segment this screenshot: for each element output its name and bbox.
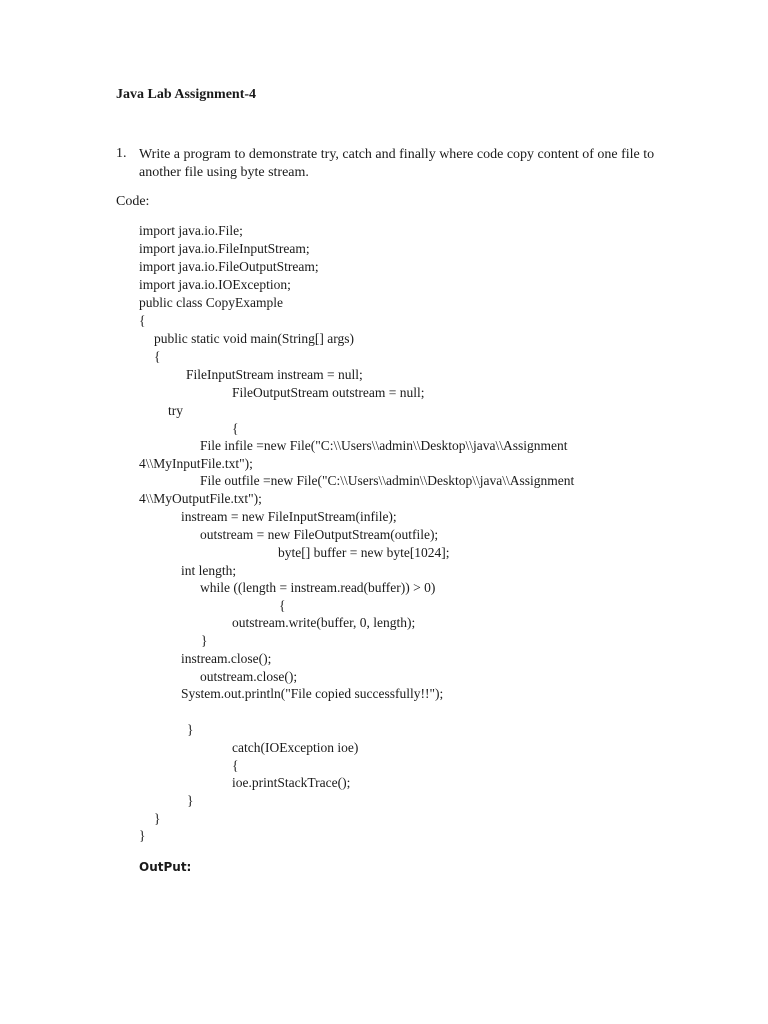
code-line: File infile =new File("C:\\Users\\admin\\Desktop\\java\\Assignment (200, 438, 568, 453)
code-line: System.out.println("File copied successfully!!"); (181, 686, 444, 701)
code-line: } (201, 633, 208, 648)
code-line: 4\\MyOutputFile.txt"); (139, 491, 262, 506)
code-line: { (139, 313, 146, 328)
code-line: 4\\MyInputFile.txt"); (139, 456, 253, 471)
code-line: File outfile =new File("C:\\Users\\admin\\Desktop\\java\\Assignment (200, 473, 575, 488)
question-number: 1. (116, 146, 127, 161)
output-label: OutPut: (139, 860, 192, 874)
code-line: public class CopyExample (139, 295, 283, 310)
code-line: } (154, 811, 161, 826)
code-line: { (279, 598, 286, 613)
code-line: import java.io.IOException; (139, 277, 291, 292)
code-line: } (187, 722, 194, 737)
code-line: } (187, 793, 194, 808)
code-line: { (232, 421, 239, 436)
code-line: import java.io.FileOutputStream; (139, 259, 319, 274)
code-line: import java.io.FileInputStream; (139, 241, 310, 256)
code-line: FileOutputStream outstream = null; (232, 385, 425, 400)
code-line: import java.io.File; (139, 223, 243, 238)
document-title: Java Lab Assignment-4 (116, 87, 257, 102)
code-line: { (154, 349, 161, 364)
code-line: while ((length = instream.read(buffer)) > 0) (200, 580, 436, 595)
code-line: instream = new FileInputStream(infile); (181, 509, 397, 524)
code-line: outstream = new FileOutputStream(outfile); (200, 527, 439, 542)
code-line: } (139, 828, 146, 843)
question-text: Write a program to demonstrate try, catch and finally where code copy content of one file to another file using byte stream. (139, 147, 655, 180)
code-line: catch(IOException ioe) (232, 740, 359, 755)
code-line: public static void main(String[] args) (154, 331, 354, 346)
code-line: outstream.write(buffer, 0, length); (232, 615, 416, 630)
code-line: try (168, 403, 183, 418)
code-line: instream.close(); (181, 651, 272, 666)
code-line: byte[] buffer = new byte[1024]; (278, 545, 450, 560)
code-label: Code: (116, 194, 150, 209)
code-line: ioe.printStackTrace(); (232, 775, 351, 790)
code-line: FileInputStream instream = null; (186, 367, 363, 382)
code-line: int length; (181, 563, 237, 578)
code-line: { (232, 758, 239, 773)
code-line: outstream.close(); (200, 669, 298, 684)
